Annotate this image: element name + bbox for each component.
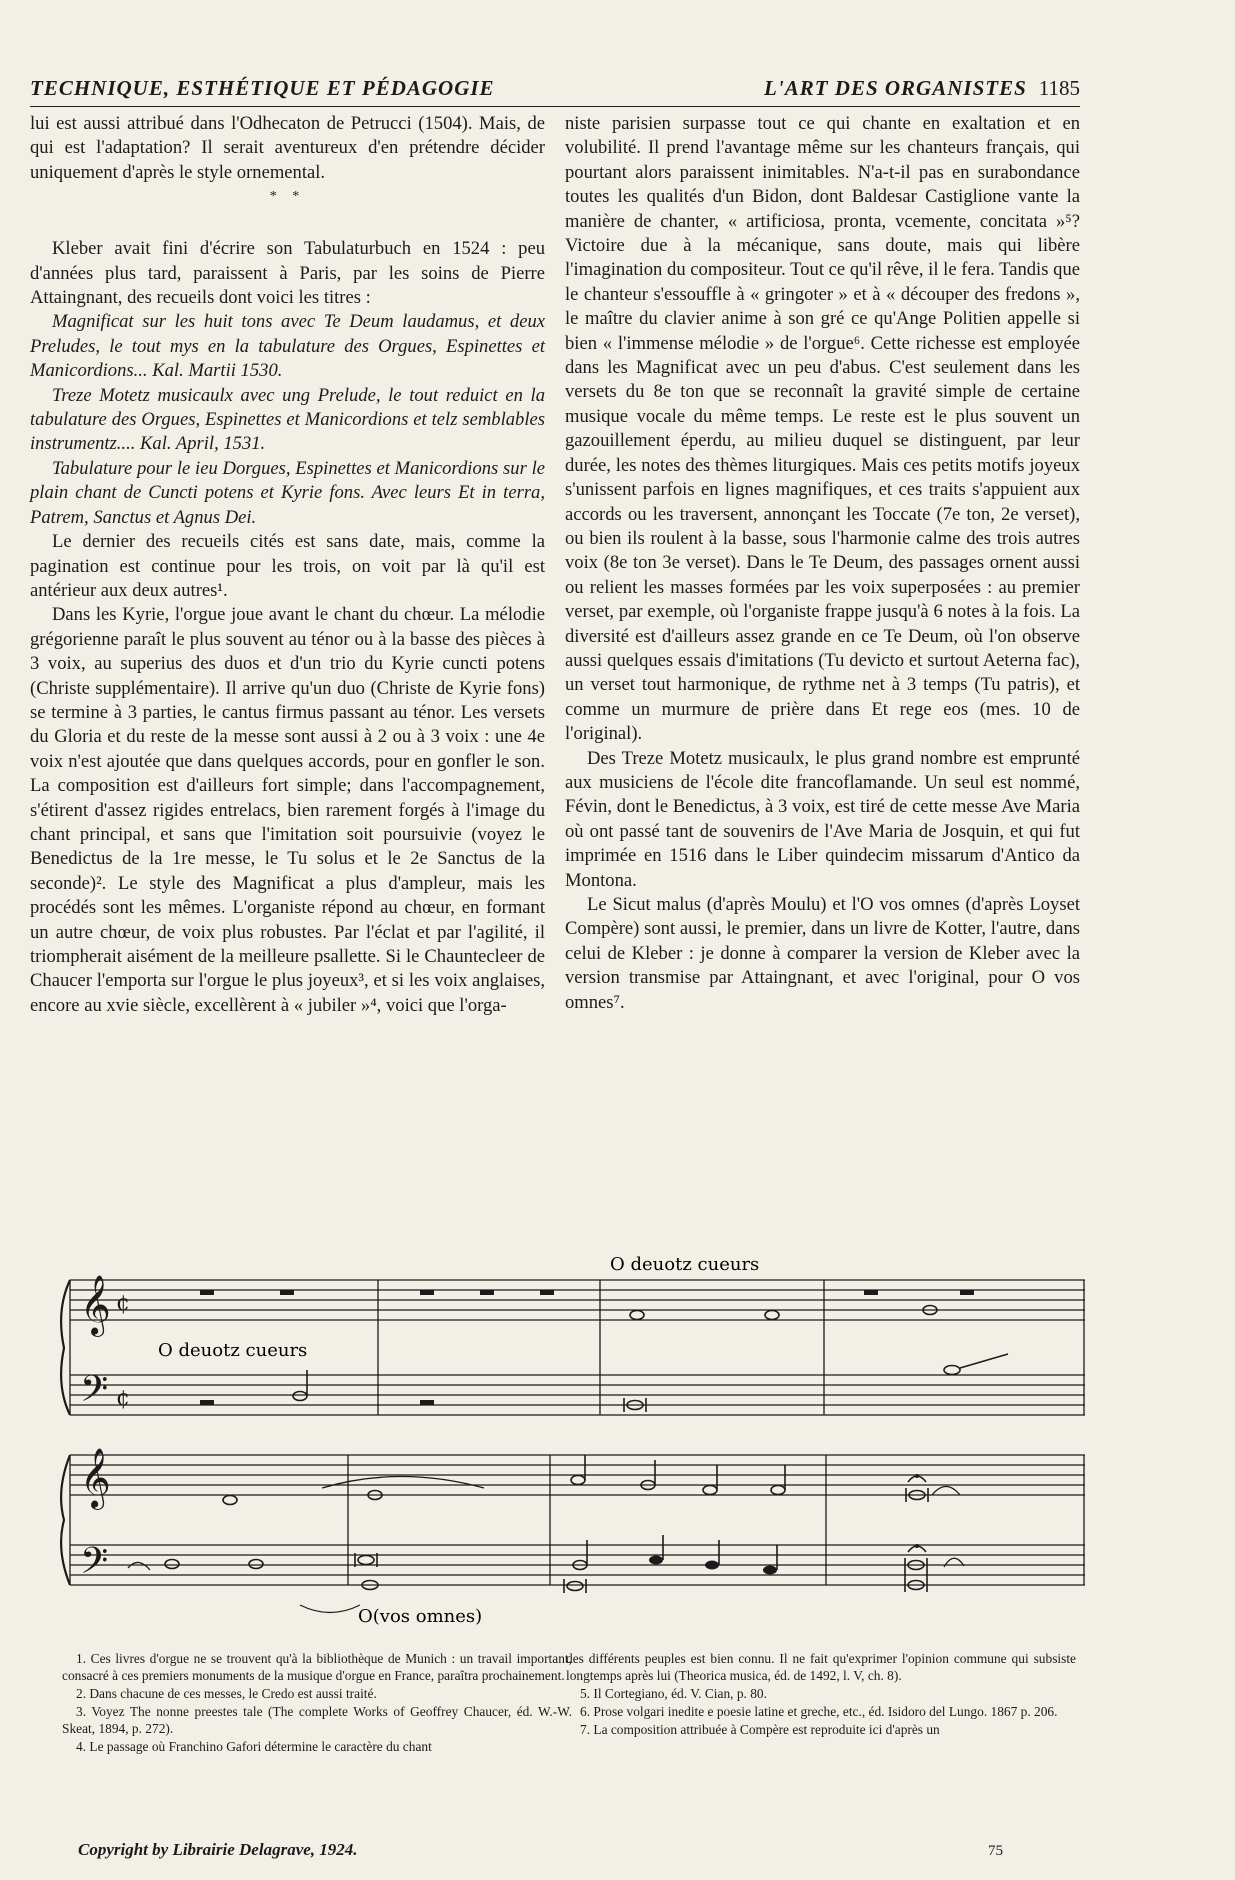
bass-clef: 𝄢 bbox=[80, 1368, 109, 1419]
right-column bbox=[565, 112, 1080, 1015]
music-score bbox=[60, 1250, 1085, 1630]
footnote: 3. Voyez The nonne preestes tale (The complete Works of Geoffrey Chaucer, éd. W.-W. Skeat, 1894, p. 272). bbox=[62, 1704, 572, 1736]
copyright-line: Copyright by Librairie Delagrave, 1924. bbox=[78, 1840, 358, 1859]
rest bbox=[200, 1290, 214, 1295]
fermata-dot bbox=[915, 1474, 919, 1478]
title-entry: Magnificat sur les huit tons avec Te Deum laudamus, et deux Preludes, le tout mys en la tabulature des Orgues, Espinettes et Manicordions... Kal. Martii 1530. bbox=[30, 311, 545, 382]
fermata-dot bbox=[915, 1544, 919, 1548]
rest bbox=[960, 1290, 974, 1295]
note bbox=[165, 1560, 179, 1569]
rest bbox=[280, 1290, 294, 1295]
paragraph: Des Treze Motetz musicaulx, le plus grand nombre est emprunté aux musiciens de l'école dite francoflamande. Un seul est nommé, Févin, dont le Benedictus, à 3 voix, est tiré de cette messe Ave Maria où ont passé tant de souvenirs de l'Ave Maria de Josquin, et qui fut imprimée en 1516 dans le Liber quindecim missarum d'Antico da Montona. bbox=[565, 747, 1080, 891]
treble-clef: 𝄞 bbox=[80, 1275, 111, 1335]
rest bbox=[540, 1290, 554, 1295]
footnote: 5. Il Cortegiano, éd. V. Cian, p. 80. bbox=[580, 1686, 767, 1701]
left-column bbox=[30, 112, 545, 1018]
page-number: 1185 bbox=[1038, 76, 1080, 100]
footnote: 7. La composition attribuée à Compère est reproduite ici d'après un bbox=[580, 1722, 940, 1737]
note bbox=[571, 1476, 585, 1485]
header-left-title: TECHNIQUE, ESTHÉTIQUE ET PÉDAGOGIE bbox=[30, 76, 495, 100]
note bbox=[765, 1311, 779, 1320]
note bbox=[358, 1556, 374, 1565]
rest bbox=[420, 1290, 434, 1295]
rest bbox=[420, 1400, 434, 1405]
music-label-bottom: O(vos omnes) bbox=[358, 1606, 483, 1627]
footnote: des différents peuples est bien connu. Il ne fait qu'exprimer l'opinion commune qui subsiste longtemps après lui (Theorica musica, éd. de 1492, l. V, ch. 8). bbox=[566, 1651, 1076, 1683]
paragraph: Dans les Kyrie, l'orgue joue avant le chant du chœur. La mélodie grégorienne paraît le plus souvent au ténor ou à la basse des pièces à 3 voix, au superius des duos et d'un trio du Kyrie cuncti potens (Christe supplémentaire). Il arrive qu'un duo (Christe de Kyrie fons) se termine à 3 parties, le cantus firmus passant au ténor. Les versets du Gloria et du reste de la messe sont aussi à 2 ou à 3 voix : une 4e voix n'est ajoutée que dans quelques accords, pour en gonfler le son. La composition est d'ailleurs fort simple; dans l'accompagnement, s'étirent d'assez rigides entrelacs, bien rarement forgés à l'image du chant principal, et sans que l'imitation soit poursuivie (voyez le Benedictus de la 1re messe, le Tu solus et le 2e Sanctus de la seconde)². Le style des Magnificat a plus d'ampleur, mais les procédés sont les mêmes. L'organiste répond au chœur, en formant un autre chœur, de voix plus robustes. Par l'éclat et par l'agilité, il triompherait aisément de la meilleure psallette. Si le Chauntecleer de Chaucer l'emporta sur l'orgue le plus joyeux³, et si les voix anglaises, encore au xvie siècle, excellèrent à « jubiler »⁴, voici que l'orga- bbox=[30, 604, 545, 1016]
note bbox=[703, 1486, 717, 1495]
paragraph: Kleber avait fini d'écrire son Tabulaturbuch en 1524 : peu d'années plus tard, paraissent à Paris, par les soins de Pierre Attaingnant, des recueils dont voici les titres : bbox=[30, 238, 545, 309]
treble-clef: 𝄞 bbox=[80, 1448, 111, 1508]
title-entry: Tabulature pour le ieu Dorgues, Espinettes et Manicordions sur le plain chant de Cuncti potens et Kyrie fons. Avec leurs Et in terra, Patrem, Sanctus et Agnus Dei. bbox=[30, 457, 545, 528]
music-label-top: O deuotz cueurs bbox=[610, 1254, 760, 1275]
paragraph: Le dernier des recueils cités est sans date, mais, comme la pagination est continue pour les trois, on voit par là qu'il est antérieur aux deux autres¹. bbox=[30, 531, 545, 601]
cut-time-sign: ¢ bbox=[116, 1291, 130, 1316]
footnotes-left bbox=[62, 1650, 572, 1756]
footnote: 1. Ces livres d'orgue ne se trouvent qu'à la bibliothèque de Munich : un travail important, consacré à ces premiers monuments de la musique d'orgue en France, paraîtra prochainement. bbox=[62, 1651, 572, 1683]
note bbox=[771, 1486, 785, 1495]
note bbox=[649, 1556, 663, 1565]
footnote: 6. Prose volgari inedite e poesie latine et greche, etc., éd. Isidoro del Lungo. 1867 p. 206. bbox=[580, 1704, 1058, 1719]
cut-time-sign: ¢ bbox=[116, 1386, 130, 1411]
signature-number: 75 bbox=[988, 1843, 1003, 1859]
rest bbox=[480, 1290, 494, 1295]
paragraph: Le Sicut malus (d'après Moulu) et l'O vos omnes (d'après Loyset Compère) sont aussi, le premier, dans un livre de Kotter, l'autre, dans celui de Kleber : je donne à comparer la version de Kleber avec la version transmise par Attaingnant, et avec l'original, pour O vos omnes⁷. bbox=[565, 894, 1080, 1013]
note bbox=[763, 1566, 777, 1575]
note bbox=[705, 1561, 719, 1570]
section-separator: * * bbox=[269, 189, 306, 205]
note bbox=[223, 1496, 237, 1505]
rest bbox=[200, 1400, 214, 1405]
running-header bbox=[30, 76, 1080, 107]
note bbox=[249, 1560, 263, 1569]
footnote: 4. Le passage où Franchino Gafori détermine le caractère du chant bbox=[76, 1739, 432, 1754]
note bbox=[630, 1311, 644, 1320]
note bbox=[944, 1366, 960, 1375]
title-entry: Treze Motetz musicaulx avec ung Prelude, le tout reduict en la tabulature des Orgues, Espinettes et Manicordions et telz semblables instrumentz.... Kal. April, 1531. bbox=[30, 384, 545, 455]
paragraph: lui est aussi attribué dans l'Odhecaton de Petrucci (1504). Mais, de qui est l'adaptation? Il serait aventureux d'en prétendre décider uniquement d'après le style ornemental. bbox=[30, 113, 545, 183]
rest bbox=[864, 1290, 878, 1295]
note bbox=[293, 1392, 307, 1401]
bass-clef: 𝄢 bbox=[80, 1540, 109, 1591]
header-right-title: L'ART DES ORGANISTES 1185 bbox=[764, 76, 1080, 100]
note bbox=[567, 1582, 583, 1591]
footnote: 2. Dans chacune de ces messes, le Credo est aussi traité. bbox=[76, 1686, 377, 1701]
footnotes-right bbox=[566, 1650, 1076, 1739]
paragraph: niste parisien surpasse tout ce qui chante en exaltation et en volubilité. Il prend l'avantage même sur les chanteurs français, qui pourtant alors paraissent inimitables. N'a-t-il pas en surabondance toutes les qualités d'un Bidon, dont Baldesar Castiglione vante la manière de chanter, « artificiosa, pronta, vcemente, concitata »⁵? Victoire due à la mécanique, sans doute, mais qui libère l'imagination du compositeur. Tout ce qu'il rêve, il le fera. Tandis que le chanteur s'essouffle à « gringoter » et à « découper des fredons », le maître du clavier anime à son gré ce qu'Ange Politien appelle si bien « l'immense mélodie » de l'orgue⁶. Cette richesse est employée dans les Magnificat avec un peu d'abus. C'est seulement dans les versets du 8e ton que se reconnaît la gravité simple de certaine musique vocale du même temps. Le reste est le plus souvent un gazouillement éperdu, au milieu duquel se distinguent, par leur durée, les notes des thèmes liturgiques. Mais ces petits motifs joyeux s'unissent parfois en lignes magnifiques, et ces traits s'appuient aux accords ou les traversent, annonçant les Toccate (7e ton, 2e verset), ou bien ils roulent à la basse, sous l'harmonie calme des trois autres voix (8e ton 3e verset). Dans le Te Deum, des passages ornent aussi ou relient les masses formées par les voix superposées : au premier verset, par exemple, où l'organiste frappe jusqu'à 6 notes à la fois. La diversité est d'ailleurs assez grande en ce Te Deum, où l'on observe aussi quelques essais d'imitations (Tu devicto et surtout Aeterna fac), un verset tout harmonique, de rythme net à 3 temps (Tu patris), et comme un murmure de prière dans Et rege eos (mes. 10 de l'original). bbox=[565, 113, 1080, 745]
music-label-inner: O deuotz cueurs bbox=[158, 1340, 308, 1361]
